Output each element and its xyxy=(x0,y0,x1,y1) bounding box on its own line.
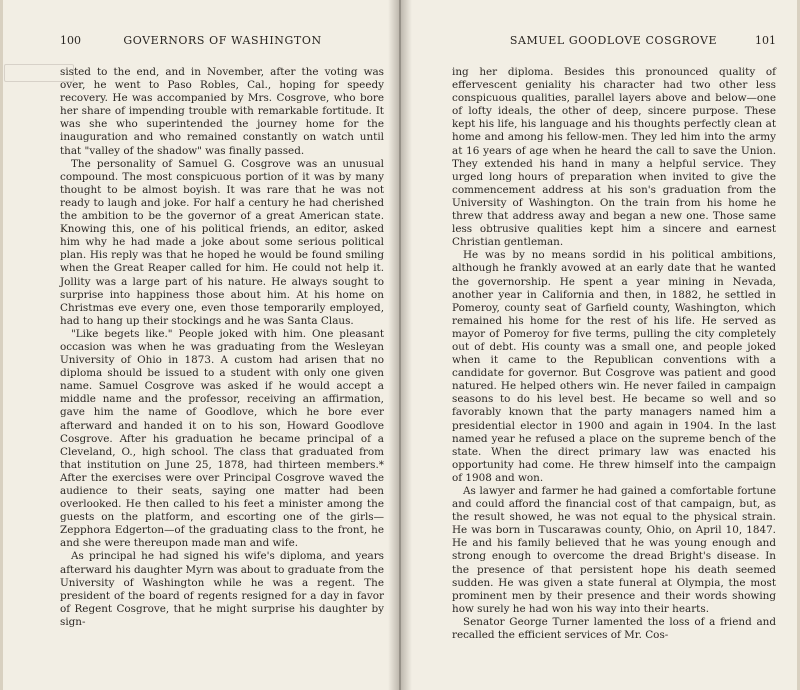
book-gutter xyxy=(388,0,412,690)
paragraph: The personality of Samuel G. Cosgrove was an unusual compound. The most conspicuous portion of it was by many thought to be almost boyish. It was rare that he was not ready to laugh and joke. For half a century he had cherished the ambition to be the governor of a great American state. Knowing this, one of his political friends, an editor, asked him why he had made a joke about some serious political plan. His reply was that he hoped he would be found smiling when the Great Reaper called for him. He could not help it. Jollity was a large part of his nature. He always sought to surprise into happiness those about him. At his home on Christmas eve every one, even those temporarily employed, had to hang up their stockings and he was Santa Claus. xyxy=(60,157,384,327)
paragraph: sisted to the end, and in November, after the voting was over, he went to Paso Robles, Cal., hoping for speedy recovery. He was accompanied by Mrs. Cosgrove, who bore her share of impending trouble with remarkable fortitude. It was she who superintended the journey home for the inauguration and who remained constantly on watch until that "valley of the shadow" was finally passed. xyxy=(60,66,384,157)
page-number: 101 xyxy=(754,34,776,47)
left-running-head xyxy=(60,34,384,58)
running-head-title: SAMUEL GOODLOVE COSGROVE xyxy=(509,34,718,47)
right-running-head xyxy=(452,34,776,58)
paragraph: As lawyer and farmer he had gained a comfortable fortune and could afford the financial cost of that campaign, but, as the result showed, he was not equal to the physical strain. He was born in Tuscarawas county, Ohio, on April 10, 1847. He and his family believed that he was young enough and strong enough to overcome the dread Bright's disease. In the presence of that persistent hope his death seemed sudden. He was given a state funeral at Olympia, the most prominent men by their presence and their words showing how surely he had won his way into their hearts. xyxy=(452,485,776,615)
paragraph: "Like begets like." People joked with him. One pleasant occasion was when he was graduating from the Wesleyan University of Ohio in 1873. A custom had arisen that no diploma should be issued to a student with only one given name. Samuel Cosgrove was asked if he would accept a middle name and the professor, receiving an affirmation, gave him the name of Goodlove, which he bore ever afterward and handed it on to his son, Howard Goodlove Cosgrove. After his graduation he became principal of a Cleveland, O., high school. The class that graduated from that institution on June 25, 1878, had thirteen members.* After the exercises were over Principal Cosgrove waved the audience to their seats, saying one matter had been overlooked. He then called to his feet a minister among the guests on the platform, and escorting one of the girls—Zepphora Edgerton—of the graduating class to the front, he and she were thereupon made man and wife. xyxy=(60,327,384,550)
paragraph: He was by no means sordid in his political ambitions, although he frankly avowed at an early date that he wanted the governorship. He spent a year mining in Nevada, another year in California and then, in 1882, he settled in Pomeroy, county seat of Garfield county, Washington, which remained his home for the rest of his life. He served as mayor of Pomeroy for five terms, pulling the city completely out of debt. His county was a small one, and people joked when it came to the Republican conventions with a candidate for governor. But Cosgrove was patient and good natured. He helped others win. He never failed in campaign seasons to do his level best. He became so well and so favorably known that the party managers named him a presidential elector in 1900 and again in 1904. In the last named year he refused a place on the supreme bench of the state. When the direct primary law was enacted his opportunity had come. He threw himself into the campaign of 1908 and won. xyxy=(452,249,776,484)
library-stamp-image xyxy=(4,64,74,82)
paragraph: Senator George Turner lamented the loss of a friend and recalled the efficient services of Mr. Cos- xyxy=(452,615,776,642)
right-page-body xyxy=(452,66,776,642)
paragraph: ing her diploma. Besides this pronounced quality of effervescent geniality his character had two other less conspicuous qualities, parallel layers above and below—one of lofty ideals, the other of deep, sincere purpose. These kept his life, his language and his thoughts perfectly clean at home and among his fellow-men. They led him into the army at 16 years of age when he heard the call to save the Union. They extended his hand in many a helpful service. They urged long hours of preparation when invited to give the commencement address at his son's graduation from the University of Washington. On the train from his home he threw that address away and began a new one. Those same less obtrusive qualities kept him a sincere and earnest Christian gentleman. xyxy=(452,66,776,249)
paragraph: As principal he had signed his wife's diploma, and years afterward his daughter Myrn was about to graduate from the University of Washington while he was a regent. The president of the board of regents resigned for a day in favor of Regent Cosgrove, that he might surprise his daughter by sign- xyxy=(60,550,384,628)
page-number: 100 xyxy=(60,34,81,47)
page-edge xyxy=(0,0,3,690)
right-page xyxy=(400,0,800,690)
running-head-title: GOVERNORS OF WASHINGTON xyxy=(123,34,322,47)
left-page-body xyxy=(60,66,384,629)
